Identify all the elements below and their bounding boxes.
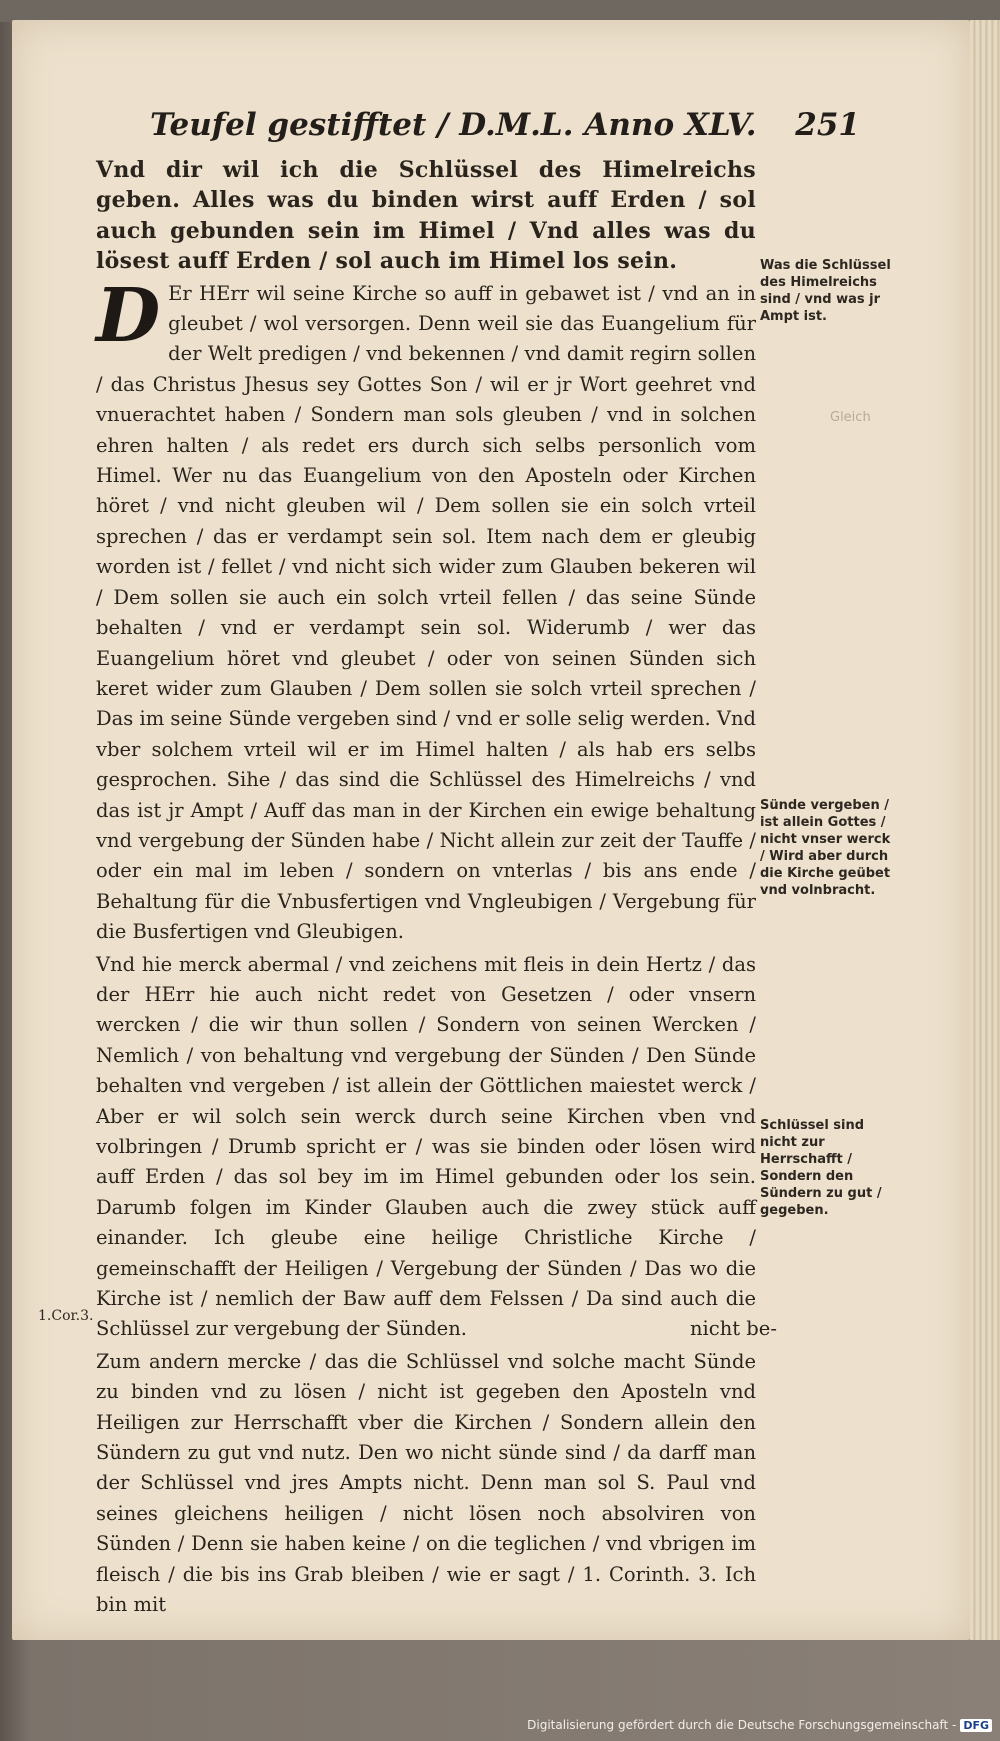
paragraph-1-text: Er HErr wil seine Kirche so auff in gebawet ist / vnd an in gleubet / wol versorgen. Denn weil sie das Euangelium für der Welt predigen / vnd bekennen / vnd damit regirn sollen / das Christus Jhesus sey Gottes Son / wil er jr Wort geehret vnd vnuerachtet haben / Sondern man sols gleuben / vnd in solchen ehren halten / als redet ers durch sich selbs personlich vom Himel. Wer nu das Euangelium von den Aposteln oder Kirchen höret / vnd nicht gleuben wil / Dem sollen sie ein solch vrteil sprechen / das er verdampt sein sol. Item nach dem er gleubig worden ist / fellet / vnd nicht sich wider zum Glauben bekeren wil / Dem sollen sie auch ein solch vrteil fellen / das seine Sünde behalten / vnd er verdampt sein sol. Widerumb / wer das Euangelium höret vnd gleubet / oder von seinen Sünden sich keret wider zum Glauben / Dem sollen sie solch vrteil sprechen / Das im seine Sünde vergeben sind / vnd er solle selig werden. Vnd vber solchem vrteil wil er im Himel halten / als hab ers selbs gesprochen. Sihe / das sind die Schlüssel des Himelreichs / vnd das ist jr Ampt / Auff das man in der Kirchen ein ewige behaltung vnd vergebung der Sünden habe / Nicht allein zur zeit der Tauffe / oder ein mal im leben / sondern on vnterlas / bis ans ende / Behaltung für die Vnbusfertigen vnd Vngleubigen / Vergebung für die Busfertigen vnd Gleubigen. bbox=[96, 281, 756, 944]
page-number: 251 bbox=[795, 107, 860, 143]
footer-credit bbox=[527, 1718, 992, 1732]
drop-capital: D bbox=[96, 272, 161, 359]
bleed-through-text: Gleich bbox=[830, 410, 871, 425]
paragraph-3: Zum andern mercke / das die Schlüssel vnd solche macht Sünde zu binden vnd zu lösen / nicht ist gegeben den Aposteln vnd Heiligen zur Herrschafft vber die Kirchen / Sondern allein den Sündern zu gut vnd nutz. Den wo nicht sünde sind / da darff man der Schlüssel vnd jres Ampts nicht. Denn man sol S. Paul vnd seines gleichens heiligen / nicht lösen noch absolviren von Sünden / Denn sie haben keine / on die teglichen / vnd vbrigen im fleisch / die bis ins Grab bleiben / wie er sagt / 1. Corinth. 3. Ich bin mit bbox=[96, 1349, 756, 1617]
dfg-logo-icon: DFG bbox=[960, 1719, 992, 1732]
marginal-note-1: Was die Schlüssel des Himelreichs sind / vnd was jr Ampt ist. bbox=[760, 258, 891, 324]
book-page-edges bbox=[970, 20, 1000, 1640]
footer-text: Digitalisierung gefördert durch die Deutsche Forschungsgemeinschaft - bbox=[527, 1718, 957, 1732]
marginal-note-2: Sünde vergeben / ist allein Gottes / nicht vnser werck / Wird aber durch die Kirche geübet vnd volnbracht. bbox=[760, 798, 891, 898]
header-title: Teufel gestifftet / D.M.L. Anno XLV. bbox=[150, 107, 757, 143]
left-margin-reference: 1.Cor.3. bbox=[38, 1308, 94, 1324]
running-header bbox=[150, 107, 860, 151]
catchword: nicht be- bbox=[690, 1317, 777, 1340]
paragraph-1 bbox=[96, 272, 756, 948]
paragraph-2: Vnd hie merck abermal / vnd zeichens mit fleis in dein Hertz / das der HErr hie auch nicht redet von Gesetzen / oder vnsern wercken / die wir thun sollen / Sondern von seinen Wercken / Nemlich / von behaltung vnd vergebung der Sünden / Den Sünde behalten vnd vergeben / ist allein der Göttlichen maiestet werck / Aber er wil solch sein werck durch seine Kirchen vben vnd volbringen / Drumb spricht er / was sie binden oder lösen wird auff Erden / das sol bey im im Himel gebunden oder los sein. Darumb folgen im Kinder Glauben auch die zwey stück auff einander. Ich gleube eine heilige Christliche Kirche / gemeinschafft der Heiligen / Vergebung der Sünden / Das wo die Kirche ist / nemlich der Baw auff dem Felssen / Da sind auch die Schlüssel zur vergebung der Sünden. bbox=[96, 952, 756, 1341]
viewer-top-bar bbox=[0, 0, 1000, 22]
paragraph-scripture: Vnd dir wil ich die Schlüssel des Himelreichs geben. Alles was du binden wirst auff Erden / sol auch gebunden sein im Himel / Vnd alles was du lösest auff Erden / sol auch im Himel los sein. bbox=[96, 157, 756, 275]
main-text-block bbox=[96, 155, 756, 1621]
marginal-note-3: Schlüssel sind nicht zur Herrschafft / Sondern den Sündern zu gut / gegeben. bbox=[760, 1118, 882, 1218]
